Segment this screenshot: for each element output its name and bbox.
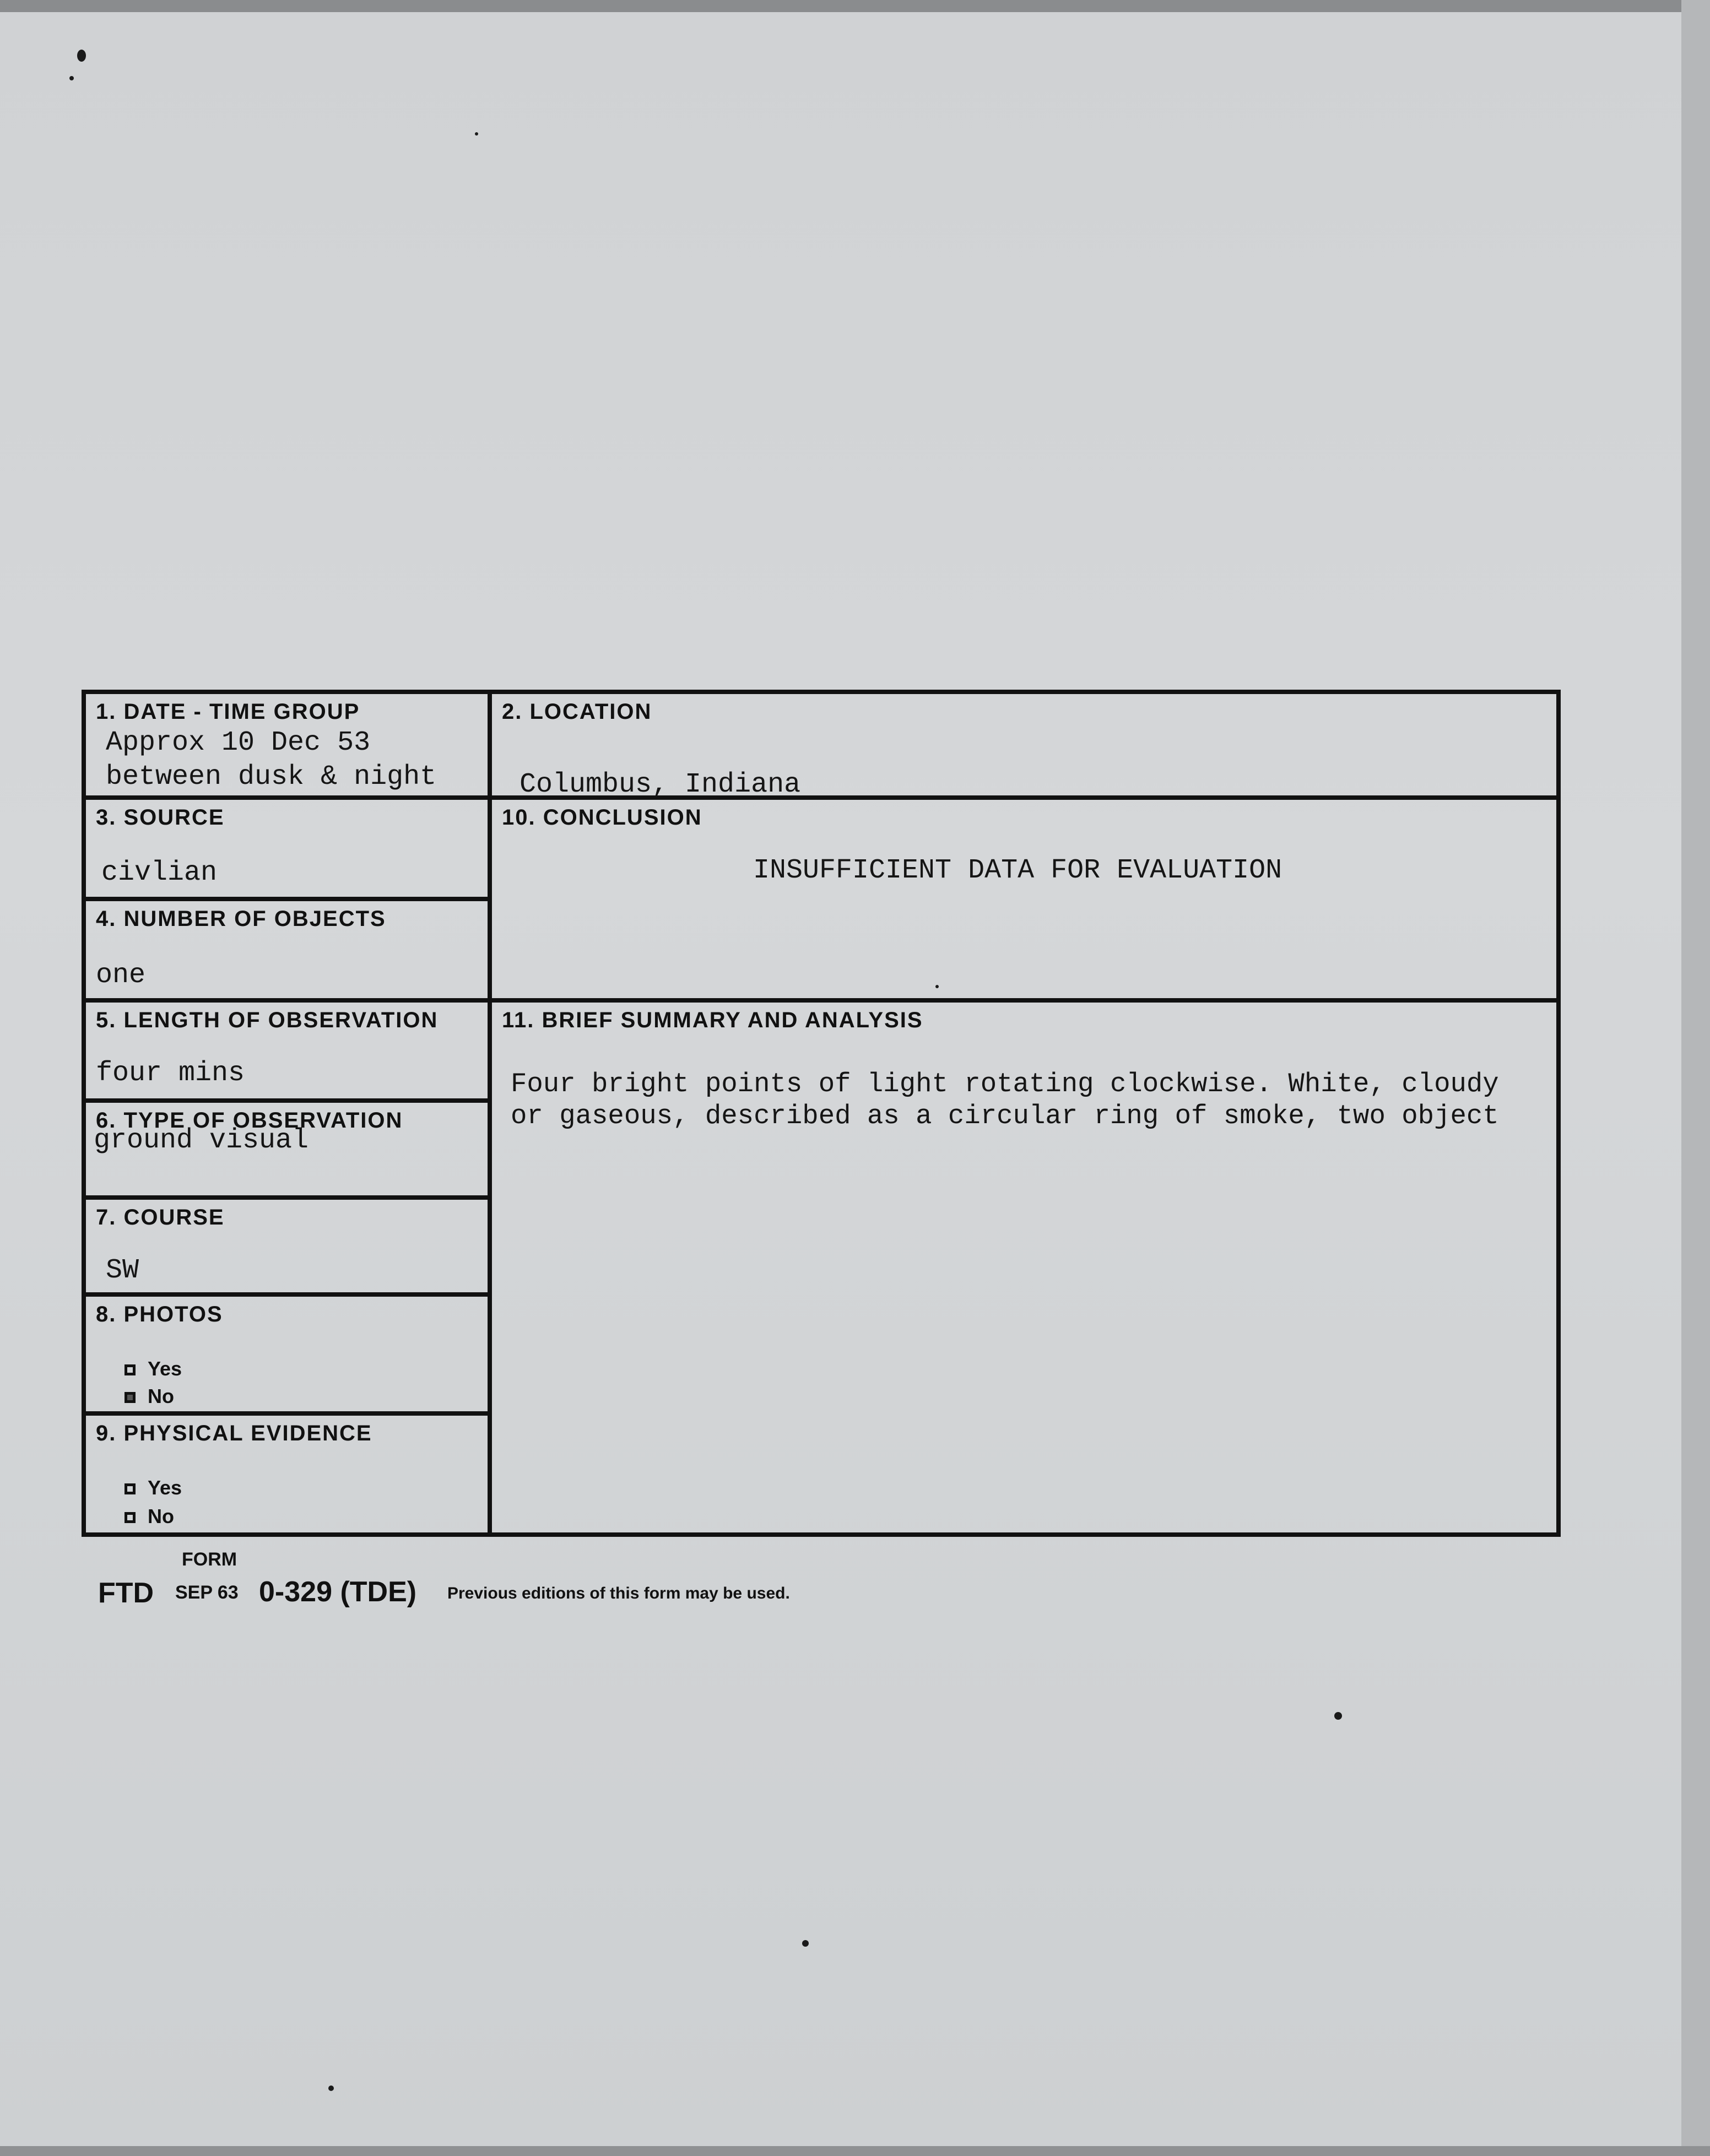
checkbox-square-icon (125, 1483, 136, 1494)
location-value: Columbus, Indiana (520, 769, 801, 800)
physical-evidence-cell (82, 1411, 492, 1537)
physical-evidence-label: 9. PHYSICAL EVIDENCE (96, 1421, 372, 1445)
source-cell (82, 795, 492, 901)
course-cell (82, 1195, 492, 1297)
scan-speck (475, 132, 478, 136)
date-time-group-line1: Approx 10 Dec 53 (106, 727, 371, 759)
location-cell (488, 690, 1561, 800)
scan-edge-bottom (0, 2146, 1710, 2156)
type-of-observation-label: 6. TYPE OF OBSERVATION (96, 1108, 403, 1133)
conclusion-value: INSUFFICIENT DATA FOR EVALUATION (753, 855, 1282, 886)
conclusion-label: 10. CONCLUSION (502, 805, 702, 830)
photos-yes-checkbox[interactable] (125, 1357, 182, 1380)
footer-note: Previous editions of this form may be used. (447, 1584, 790, 1602)
physical-evidence-no-checkbox[interactable] (125, 1505, 174, 1528)
summary-line1: Four bright points of light rotating clockwise. White, cloudy (511, 1069, 1499, 1099)
course-label: 7. COURSE (96, 1205, 225, 1229)
scan-edge-top (0, 0, 1710, 12)
length-of-observation-cell (82, 998, 492, 1103)
footer-form-label: FORM (182, 1549, 237, 1570)
source-label: 3. SOURCE (96, 805, 225, 830)
number-of-objects-value: one (96, 960, 146, 991)
date-time-group-line2: between dusk & night (106, 761, 437, 793)
photos-cell (82, 1292, 492, 1416)
photos-no-checkbox[interactable] (125, 1385, 174, 1408)
number-of-objects-cell (82, 897, 492, 1003)
scan-speck (802, 1940, 809, 1947)
footer-date: SEP 63 (175, 1582, 239, 1603)
type-of-observation-value: ground visual (94, 1125, 309, 1156)
checkbox-square-icon (125, 1512, 136, 1523)
footer-ftd: FTD (98, 1577, 154, 1609)
scan-speck (77, 50, 86, 62)
physical-evidence-no-label: No (148, 1505, 174, 1527)
photos-no-label: No (148, 1385, 174, 1407)
date-time-group-label: 1. DATE - TIME GROUP (96, 700, 360, 724)
summary-line2: or gaseous, described as a circular ring of smoke, two object (511, 1101, 1499, 1131)
scan-speck (1334, 1712, 1342, 1720)
length-of-observation-label: 5. LENGTH OF OBSERVATION (96, 1008, 439, 1032)
type-of-observation-cell (82, 1098, 492, 1200)
footer-form-number: 0-329 (TDE) (259, 1576, 417, 1608)
photos-yes-label: Yes (148, 1357, 182, 1380)
physical-evidence-yes-label: Yes (148, 1476, 182, 1499)
physical-evidence-yes-checkbox[interactable] (125, 1476, 182, 1499)
checkbox-square-icon (125, 1364, 136, 1375)
summary-cell (488, 998, 1561, 1537)
source-value: civlian (101, 857, 218, 889)
conclusion-cell (488, 795, 1561, 1003)
location-label: 2. LOCATION (502, 700, 652, 724)
scan-speck (328, 2085, 334, 2091)
scan-speck (69, 76, 74, 80)
summary-label: 11. BRIEF SUMMARY AND ANALYSIS (502, 1008, 923, 1032)
course-value: SW (106, 1255, 139, 1286)
date-time-group-cell (82, 690, 492, 800)
scan-edge-right (1681, 0, 1710, 2156)
number-of-objects-label: 4. NUMBER OF OBJECTS (96, 907, 386, 931)
photos-label: 8. PHOTOS (96, 1302, 223, 1326)
length-of-observation-value: four mins (96, 1058, 245, 1089)
ufo-report-form (82, 690, 1561, 1537)
checkbox-checked-square-icon (125, 1392, 136, 1403)
